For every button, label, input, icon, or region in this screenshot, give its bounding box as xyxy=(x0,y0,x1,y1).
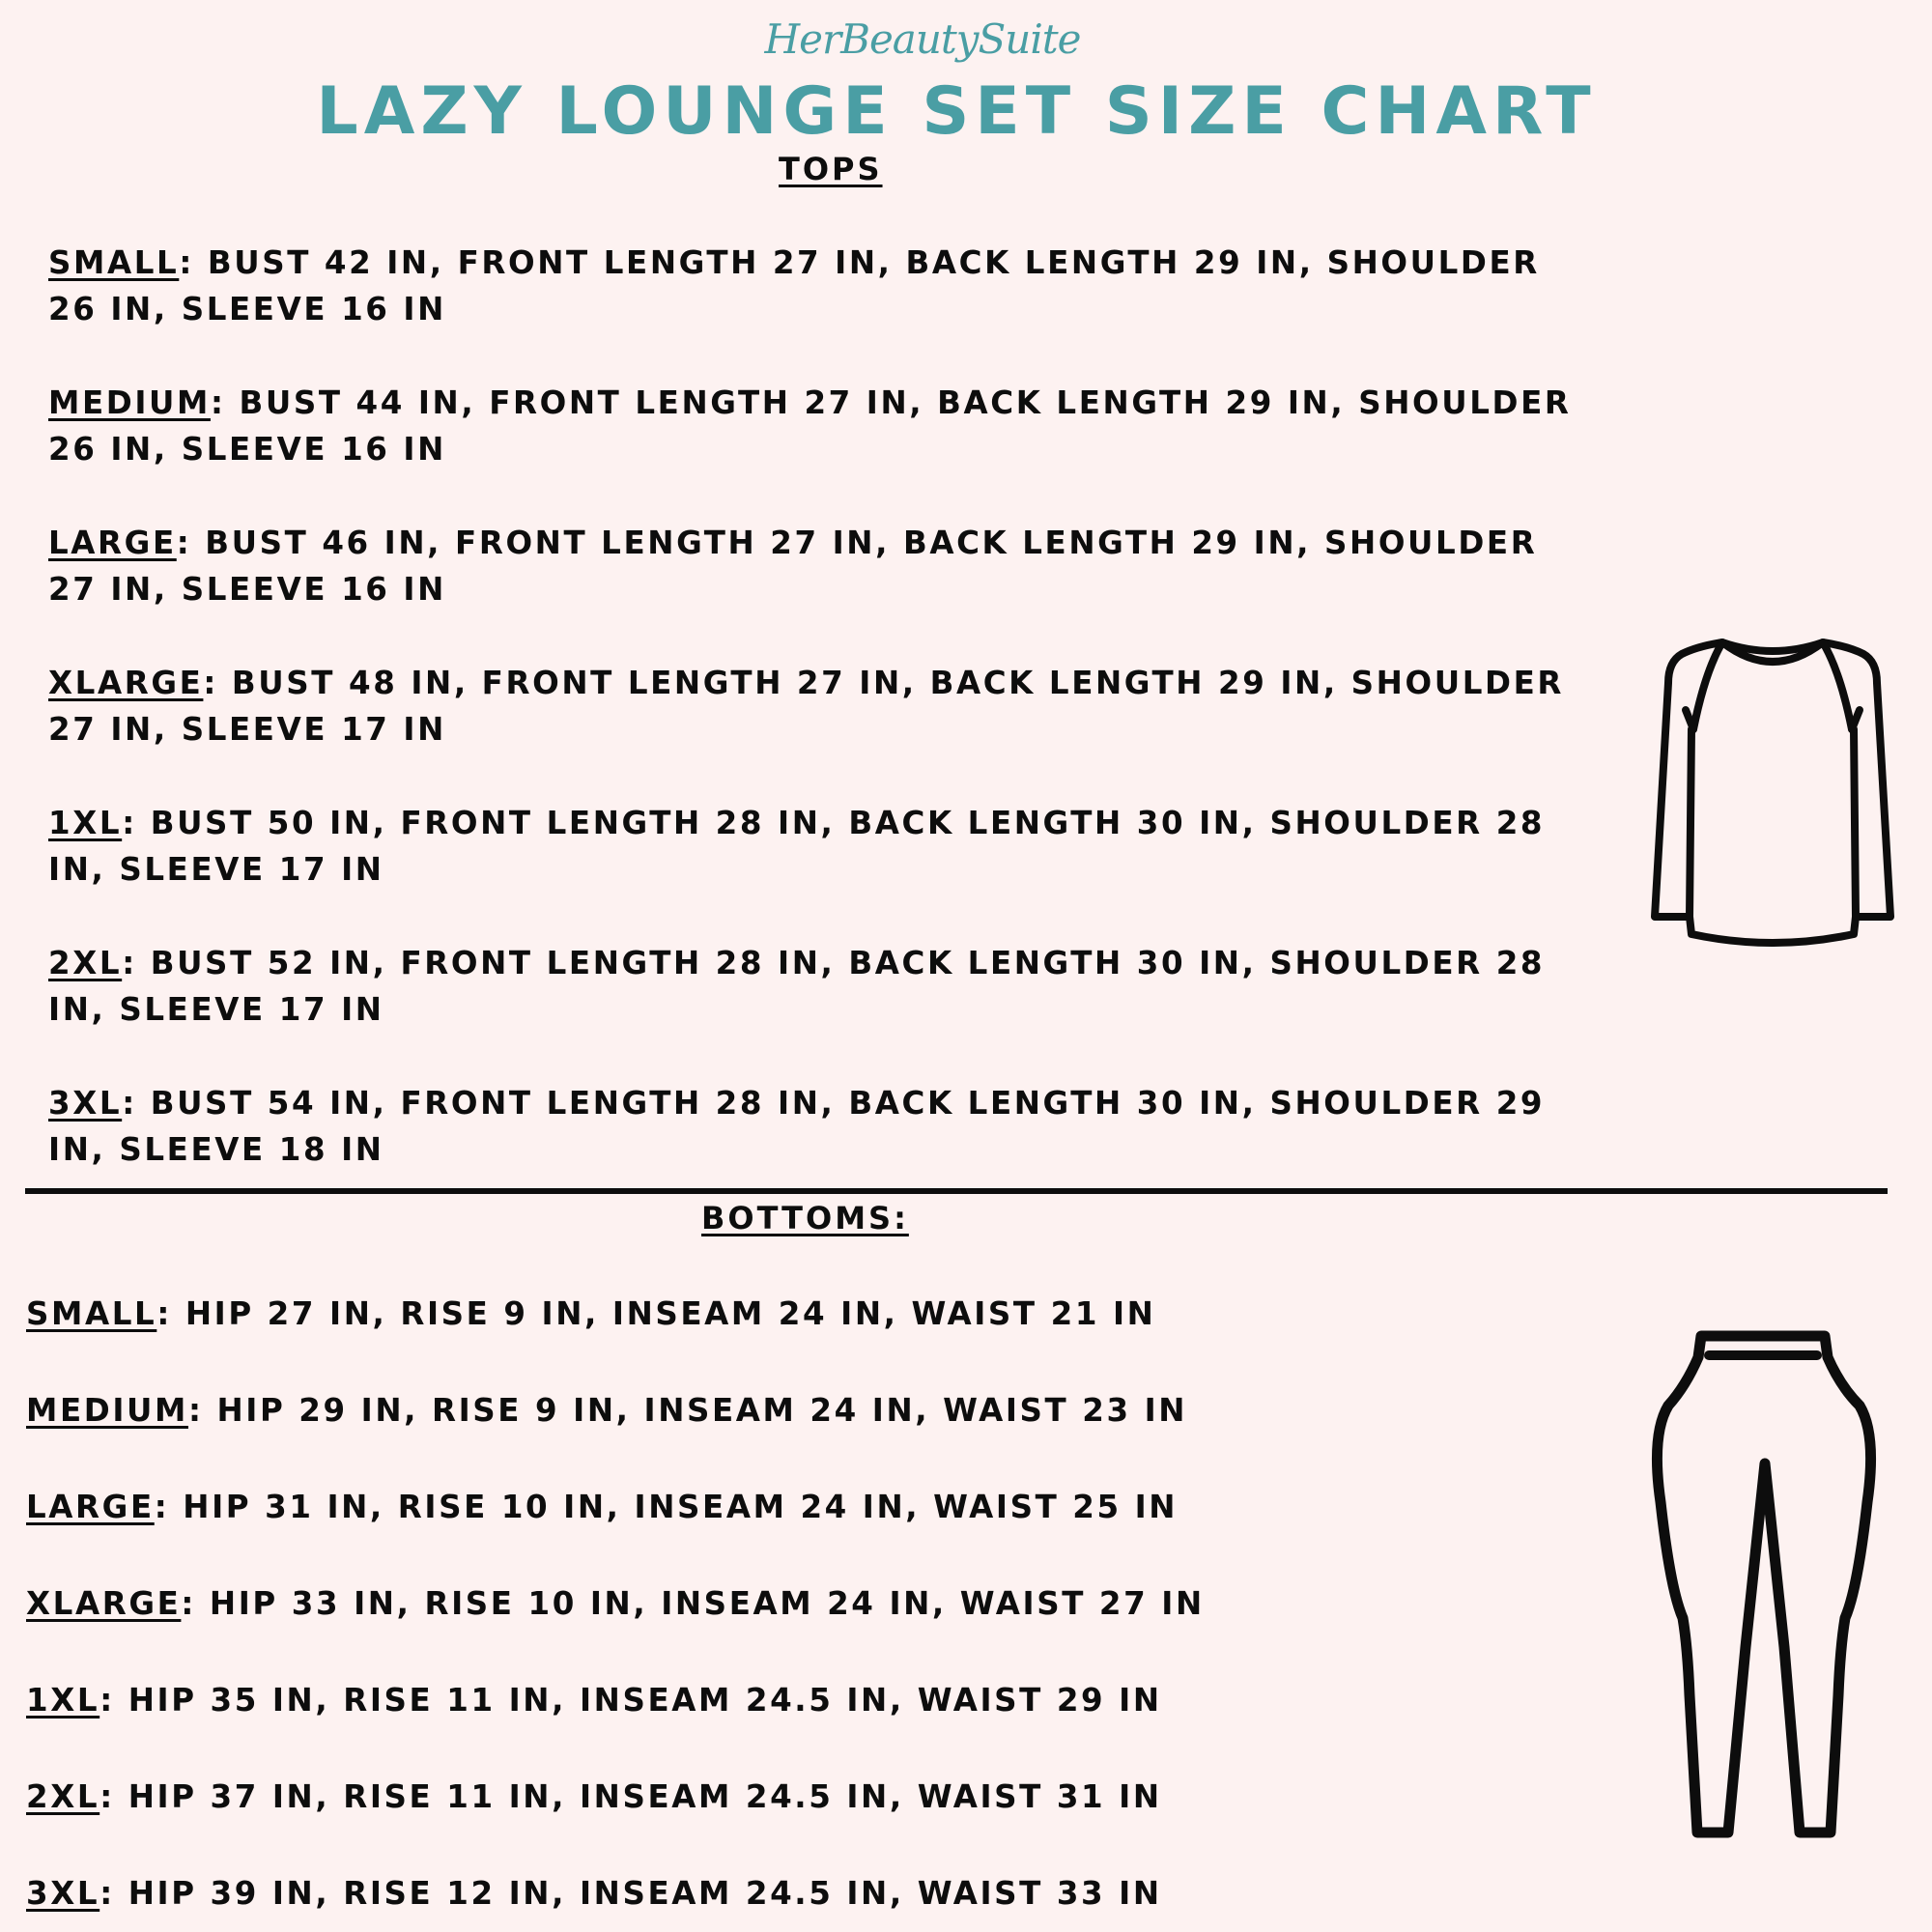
measurements: : BUST 50 IN, FRONT LENGTH 28 IN, BACK LENGTH 30 IN, SHOULDER 28 xyxy=(122,805,1546,841)
brand-logo: HerBeautySuite xyxy=(764,15,1081,63)
tops-entry-large xyxy=(48,520,1537,612)
size-name: LARGE xyxy=(26,1489,155,1525)
bottoms-entry-1xl xyxy=(26,1677,1162,1723)
tops-entry-medium xyxy=(48,380,1572,472)
page-title: LAZY LOUNGE SET SIZE CHART xyxy=(316,73,1597,150)
size-name: XLARGE xyxy=(26,1585,182,1622)
measurements-cont: 26 IN, SLEEVE 16 IN xyxy=(48,431,446,468)
measurements: : BUST 52 IN, FRONT LENGTH 28 IN, BACK LENGTH 30 IN, SHOULDER 28 xyxy=(122,945,1546,981)
size-name: 3XL xyxy=(48,1085,123,1122)
section-divider xyxy=(25,1188,1888,1194)
measurements: : HIP 27 IN, RISE 9 IN, INSEAM 24 IN, WAIST 21 IN xyxy=(156,1295,1156,1332)
measurements-cont: 27 IN, SLEEVE 17 IN xyxy=(48,711,446,748)
size-name: 2XL xyxy=(26,1778,100,1815)
size-name: MEDIUM xyxy=(48,384,211,421)
measurements: : HIP 37 IN, RISE 11 IN, INSEAM 24.5 IN, WAIST 31 IN xyxy=(99,1778,1162,1815)
tops-heading: TOPS xyxy=(779,151,883,187)
size-name: MEDIUM xyxy=(26,1392,188,1429)
size-name: SMALL xyxy=(26,1295,157,1332)
tops-entry-2xl xyxy=(48,940,1545,1033)
size-name: SMALL xyxy=(48,244,180,281)
bottoms-heading: BOTTOMS: xyxy=(701,1200,909,1236)
measurements-cont: 27 IN, SLEEVE 16 IN xyxy=(48,571,446,608)
measurements-cont: 26 IN, SLEEVE 16 IN xyxy=(48,291,446,327)
measurements: : HIP 29 IN, RISE 9 IN, INSEAM 24 IN, WAIST 23 IN xyxy=(187,1392,1188,1429)
bottoms-entry-small xyxy=(26,1291,1155,1337)
bottoms-entry-3xl xyxy=(26,1870,1162,1917)
leggings-icon xyxy=(1647,1328,1879,1840)
size-name: 1XL xyxy=(48,805,123,841)
measurements: : BUST 54 IN, FRONT LENGTH 28 IN, BACK LENGTH 30 IN, SHOULDER 29 xyxy=(122,1085,1546,1122)
measurements: : HIP 33 IN, RISE 10 IN, INSEAM 24 IN, WAIST 27 IN xyxy=(181,1585,1205,1622)
measurements: : HIP 35 IN, RISE 11 IN, INSEAM 24.5 IN, WAIST 29 IN xyxy=(99,1682,1162,1719)
measurements: : BUST 44 IN, FRONT LENGTH 27 IN, BACK LENGTH 29 IN, SHOULDER xyxy=(210,384,1572,421)
measurements-cont: IN, SLEEVE 17 IN xyxy=(48,991,384,1028)
size-name: XLARGE xyxy=(48,665,204,701)
size-name: LARGE xyxy=(48,525,177,561)
bottoms-entry-medium xyxy=(26,1387,1187,1434)
tops-entry-xlarge xyxy=(48,660,1564,753)
measurements: : BUST 46 IN, FRONT LENGTH 27 IN, BACK LENGTH 29 IN, SHOULDER xyxy=(176,525,1538,561)
tops-entry-1xl xyxy=(48,800,1545,893)
size-name: 3XL xyxy=(26,1875,100,1912)
tops-entry-3xl xyxy=(48,1080,1545,1173)
measurements: : HIP 31 IN, RISE 10 IN, INSEAM 24 IN, WAIST 25 IN xyxy=(154,1489,1179,1525)
measurements: : HIP 39 IN, RISE 12 IN, INSEAM 24.5 IN, WAIST 33 IN xyxy=(99,1875,1162,1912)
tops-entry-small xyxy=(48,240,1540,332)
measurements: : BUST 48 IN, FRONT LENGTH 27 IN, BACK LENGTH 29 IN, SHOULDER xyxy=(203,665,1565,701)
bottoms-entry-xlarge xyxy=(26,1580,1205,1627)
size-name: 1XL xyxy=(26,1682,100,1719)
sweatshirt-icon xyxy=(1647,633,1898,947)
bottoms-entry-2xl xyxy=(26,1774,1162,1820)
size-name: 2XL xyxy=(48,945,123,981)
measurements-cont: IN, SLEEVE 18 IN xyxy=(48,1131,384,1168)
measurements: : BUST 42 IN, FRONT LENGTH 27 IN, BACK LENGTH 29 IN, SHOULDER xyxy=(179,244,1540,281)
measurements-cont: IN, SLEEVE 17 IN xyxy=(48,851,384,888)
bottoms-entry-large xyxy=(26,1484,1178,1530)
